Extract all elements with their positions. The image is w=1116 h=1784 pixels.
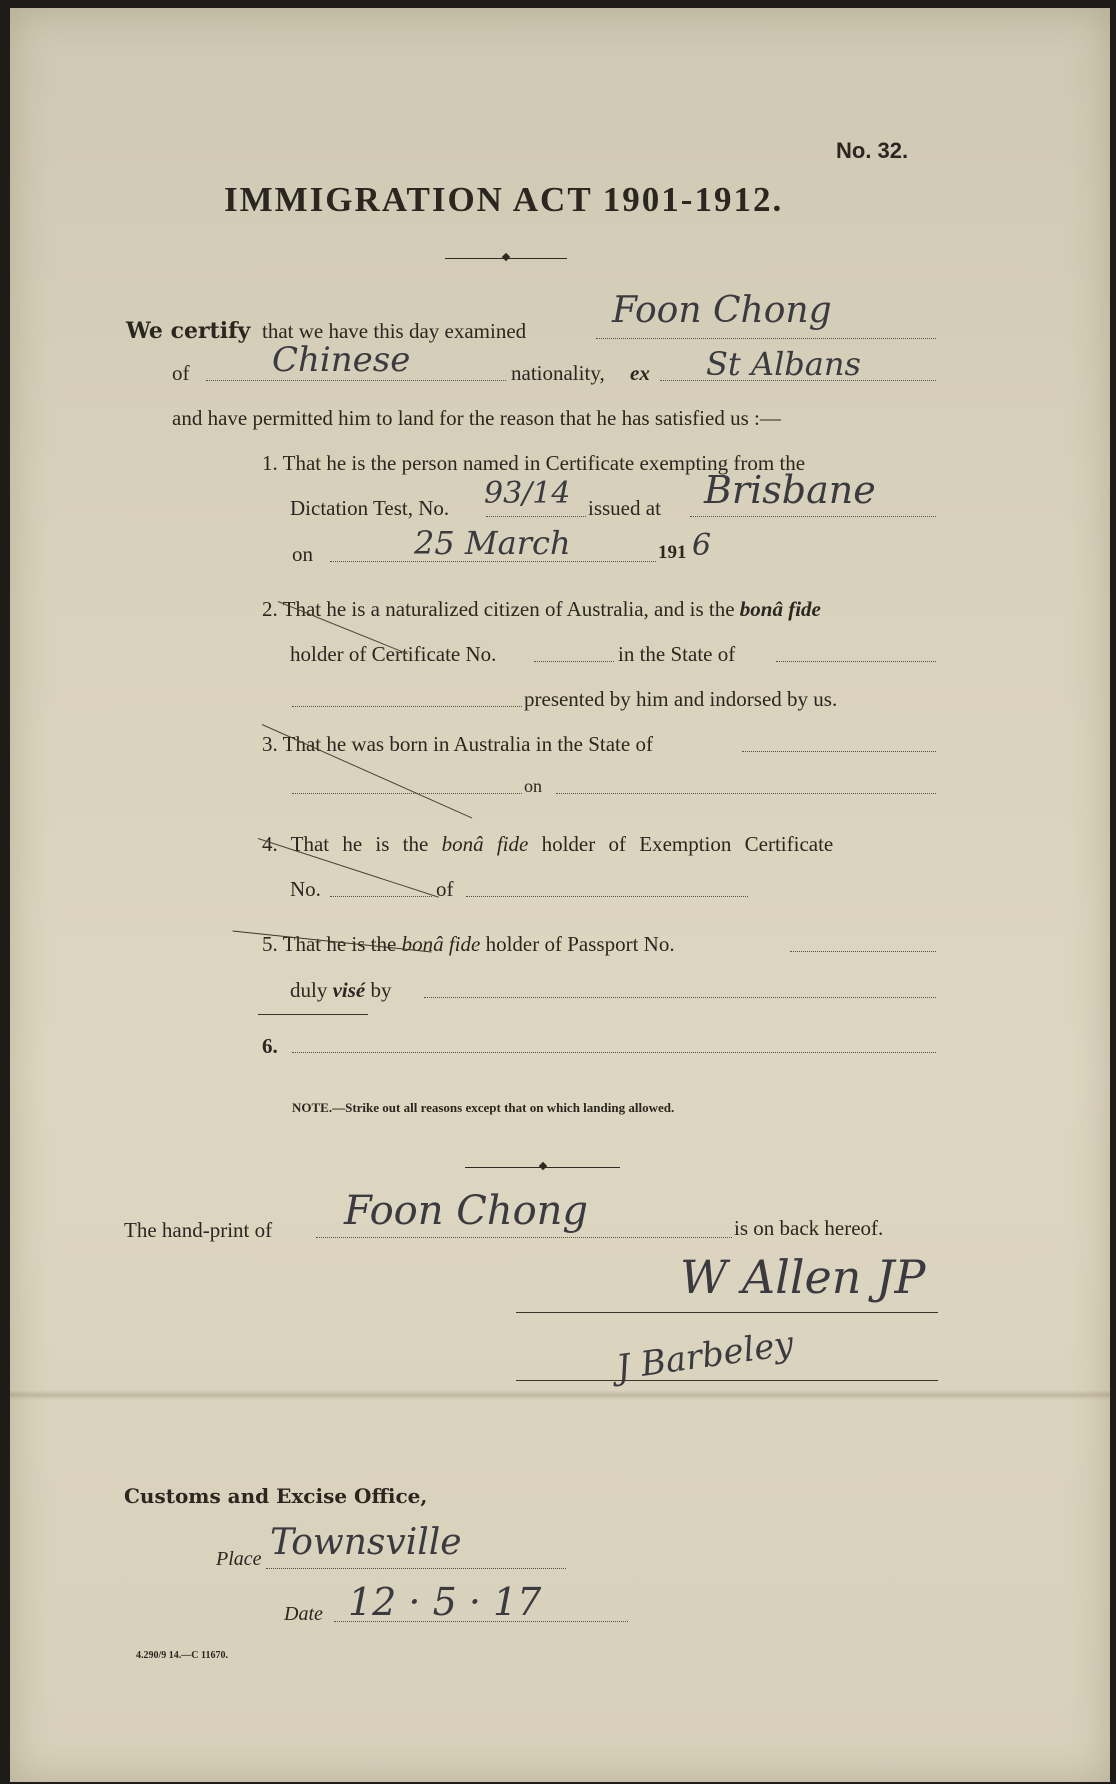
reason-3-date-dotline bbox=[556, 793, 936, 794]
print-code: 4.290/9 14.—C 11670. bbox=[136, 1650, 228, 1661]
reason-3-state-dotline bbox=[742, 751, 936, 752]
of-label: of bbox=[172, 361, 190, 385]
reason-1-line1: 1. That he is the person named in Certificate exempting from the bbox=[262, 451, 806, 475]
reason-2-state: in the State of bbox=[618, 642, 736, 666]
issue-date: 25 March bbox=[414, 524, 571, 562]
handprint-label: The hand-print of bbox=[124, 1218, 273, 1242]
name-dotline bbox=[596, 338, 936, 339]
reason-4-line1: 4. That he is the bonâ fide holder of Exemption Certificate bbox=[262, 832, 834, 856]
examined-name: Foon Chong bbox=[612, 290, 832, 331]
reason-5-duly: duly visé by bbox=[290, 978, 392, 1002]
reason-3-on: on bbox=[524, 776, 542, 796]
reason-5-line1: 5. That he is the bonâ fide holder of Passport No. bbox=[262, 932, 675, 956]
place-value: Townsville bbox=[270, 1522, 462, 1563]
form-number: No. 32. bbox=[836, 138, 909, 163]
signature-jp: W Allen JP bbox=[680, 1250, 926, 1304]
certify-text: that we have this day examined bbox=[262, 319, 527, 343]
reason-5-passport-dotline bbox=[790, 951, 936, 952]
reason-2-cert-dotline bbox=[534, 661, 614, 662]
issued-place-dotline bbox=[690, 516, 936, 517]
reason-4-no-dotline bbox=[330, 896, 432, 897]
document-paper bbox=[10, 8, 1110, 1782]
page-title: IMMIGRATION ACT 1901-1912. bbox=[224, 180, 784, 219]
reason-2-state-dotline bbox=[776, 661, 936, 662]
ship-name: St Albans bbox=[706, 345, 861, 383]
reason-4-of: of bbox=[436, 877, 454, 901]
issued-place: Brisbane bbox=[704, 468, 876, 512]
title-ornament bbox=[445, 258, 567, 259]
reason-4-of-dotline bbox=[466, 896, 748, 897]
nationality-label: nationality, bbox=[511, 361, 605, 385]
place-dotline bbox=[266, 1568, 566, 1569]
reason-2-presented: presented by him and indorsed by us. bbox=[524, 687, 838, 711]
issued-at-label: issued at bbox=[588, 496, 661, 520]
reason-1-dictation: Dictation Test, No. bbox=[290, 496, 450, 520]
permitted-text: and have permitted him to land for the reason that he has satisfied us :— bbox=[172, 406, 781, 430]
reason-5-by-dotline bbox=[424, 997, 936, 998]
handprint-dotline bbox=[316, 1237, 732, 1238]
reason-6-dotline bbox=[292, 1052, 936, 1053]
ex-label: ex bbox=[630, 361, 650, 385]
date-value: 12 · 5 · 17 bbox=[348, 1580, 542, 1624]
reason-3-place-dotline bbox=[292, 793, 522, 794]
reason-5-rule bbox=[258, 1014, 368, 1015]
dictation-cert-no: 93/14 bbox=[484, 476, 571, 511]
signature-officer: J Barbeley bbox=[614, 1323, 796, 1389]
certify-lead: We certify bbox=[126, 318, 251, 344]
place-label: Place bbox=[216, 1548, 262, 1570]
nationality-value: Chinese bbox=[272, 340, 411, 380]
handprint-suffix: is on back hereof. bbox=[734, 1216, 884, 1240]
handprint-ornament bbox=[465, 1167, 620, 1168]
reason-4-no: No. bbox=[290, 877, 321, 901]
year-suffix: 6 bbox=[692, 528, 712, 563]
reason-2-presented-dotline bbox=[292, 706, 522, 707]
reason-3-line1: 3. That he was born in Australia in the State of bbox=[262, 732, 653, 756]
strike-note: NOTE.—Strike out all reasons except that on which landing allowed. bbox=[292, 1100, 675, 1115]
signature-line-1 bbox=[516, 1312, 938, 1313]
date-label: Date bbox=[284, 1603, 323, 1625]
handprint-name: Foon Chong bbox=[344, 1188, 589, 1234]
cert-no-dotline bbox=[486, 516, 586, 517]
year-prefix: 191 bbox=[658, 542, 687, 563]
signature-line-2 bbox=[516, 1380, 938, 1381]
reason-2-holder: holder of Certificate No. bbox=[290, 642, 497, 666]
reason-2-line1: 2. That he is a naturalized citizen of Australia, and is the bonâ fide bbox=[262, 597, 821, 621]
reason-6: 6. bbox=[262, 1034, 278, 1058]
on-label: on bbox=[292, 542, 313, 566]
paper-fold bbox=[10, 1390, 1110, 1400]
nationality-dotline bbox=[206, 380, 506, 381]
office-heading: Customs and Excise Office, bbox=[124, 1484, 428, 1508]
